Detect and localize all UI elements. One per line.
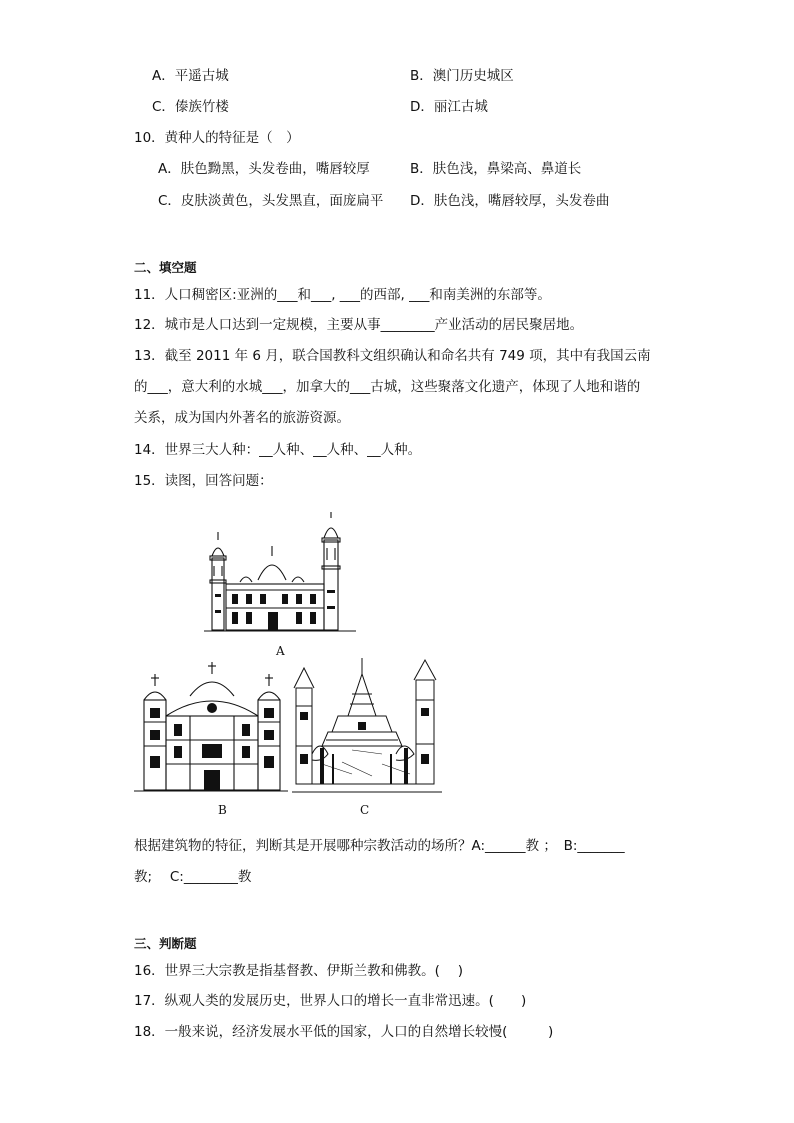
question-15-answer-line-1: 根据建筑物的特征，判断其是开展哪种宗教活动的场所？A:______教 ； B:_______ xyxy=(134,838,625,854)
question-15-answer-line-2: 教; C:________教 xyxy=(134,869,252,885)
question-17: 17．纵观人类的发展历史，世界人口的增长一直非常迅速。( ) xyxy=(134,993,527,1009)
question-11: 11．人口稠密区:亚洲的___和___, ___的西部, ___和南美洲的东部等。 xyxy=(134,287,551,303)
q10-option-b: B．肤色浅，鼻梁高、鼻道长 xyxy=(410,161,582,177)
question-15: 15．读图，回答问题： xyxy=(134,473,273,489)
figure-label-a: A xyxy=(276,644,285,658)
question-18: 18．一般来说，经济发展水平低的国家，人口的自然增长较慢( ) xyxy=(134,1024,554,1040)
section-title-true-false: 三、判断题 xyxy=(134,936,197,951)
pagoda-illustration xyxy=(292,654,442,800)
question-13-line-1: 13．截至 2011 年 6 月，联合国教科文组织确认和命名共有 749 项，其中有我国云南 xyxy=(134,348,651,364)
q10-stem: 10．黄种人的特征是（ ） xyxy=(134,130,300,146)
question-16: 16．世界三大宗教是指基督教、伊斯兰教和佛教。( ) xyxy=(134,963,464,979)
section-title-fill-in: 二、填空题 xyxy=(134,260,197,275)
q9-option-d: D．丽江古城 xyxy=(410,99,488,115)
q9-option-a: A．平遥古城 xyxy=(152,68,229,84)
question-13-line-2: 的___，意大利的水城___，加拿大的___古城，这些聚落文化遗产，体现了人地和谐的 xyxy=(134,379,641,395)
q10-option-d: D．肤色浅，嘴唇较厚，头发卷曲 xyxy=(410,193,610,209)
church-illustration xyxy=(132,660,290,798)
figure-label-c: C xyxy=(360,803,370,817)
q9-option-c: C．傣族竹楼 xyxy=(152,99,229,115)
question-13-line-3: 关系，成为国内外著名的旅游资源。 xyxy=(134,410,350,426)
question-14: 14．世界三大人种：__人种、__人种、__人种。 xyxy=(134,442,422,458)
mosque-illustration xyxy=(200,510,360,640)
q10-option-a: A．肤色黝黑，头发卷曲，嘴唇较厚 xyxy=(158,161,370,177)
figure-label-b: B xyxy=(218,803,227,817)
question-12: 12．城市是人口达到一定规模，主要从事________产业活动的居民聚居地。 xyxy=(134,317,584,333)
q10-option-c: C．皮肤淡黄色，头发黑直，面庞扁平 xyxy=(158,193,384,209)
q9-option-b: B．澳门历史城区 xyxy=(410,68,514,84)
